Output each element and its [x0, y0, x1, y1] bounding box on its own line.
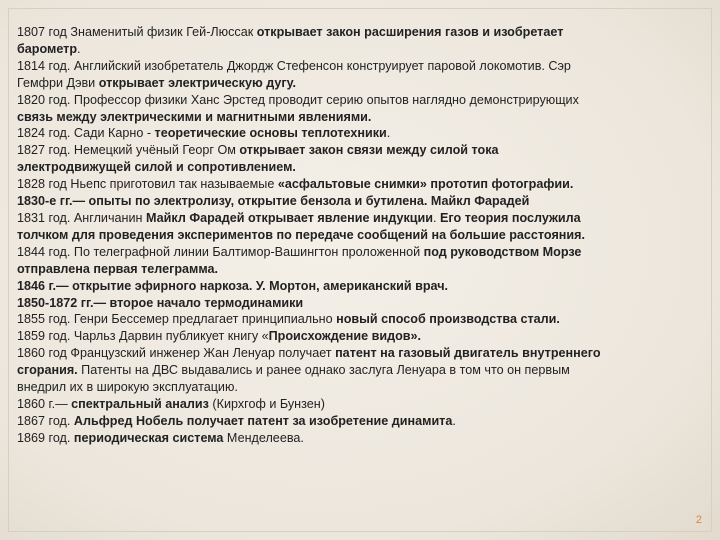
text-line: [17, 261, 707, 278]
bold-text-segment: 1846 г.— открытие эфирного наркоза. У. Мортон, американский врач.: [17, 278, 449, 293]
text-line: [17, 24, 707, 41]
text-segment: 1828 год Ньепс приготовил так называемые: [17, 177, 278, 192]
bold-text-segment: электродвижущей силой и сопротивлением.: [17, 160, 296, 175]
text-segment: .: [452, 413, 456, 428]
bold-text-segment: отправлена первая телеграмма.: [17, 261, 219, 276]
text-line: [17, 75, 707, 92]
text-line: [17, 227, 707, 244]
text-segment: 1867 год.: [17, 413, 74, 428]
page-number: 2: [695, 514, 702, 526]
text-segment: .: [77, 41, 81, 56]
bold-text-segment: периодическая система: [73, 430, 224, 445]
bold-text-segment: открывает электрическую дугу.: [98, 75, 296, 90]
text-line: [17, 109, 707, 126]
text-line: [17, 345, 707, 362]
text-line: [17, 125, 707, 142]
bold-text-segment: 1830-е гг.— опыты по электролизу, открытие бензола и бутилена. Майкл Фарадей: [17, 194, 530, 209]
bold-text-segment: открывает закон расширения газов и изобретает: [256, 25, 564, 39]
text-line: [17, 244, 707, 261]
bold-text-segment: барометр: [17, 41, 78, 56]
bold-text-segment: 1850-1872 гг.— второе начало термодинамики: [17, 295, 304, 310]
bold-text-segment: Происхождение видов».: [268, 329, 422, 344]
text-segment: 1820 год. Профессор физики Ханс Эрстед проводит серию опытов наглядно демонстрирующих: [17, 92, 579, 107]
text-segment: 1814 год. Английский изобретатель Джордж Стефенсон конструирует паровой локомотив. Сэр: [17, 58, 571, 73]
text-segment: 1860 год Французский инженер Жан Ленуар получает: [17, 346, 336, 361]
text-line: [17, 379, 707, 396]
text-line: [17, 295, 707, 312]
text-line: [17, 58, 707, 75]
text-line: [17, 142, 707, 159]
text-line: [17, 362, 707, 379]
text-line: [17, 210, 707, 227]
bold-text-segment: толчком для проведения экспериментов по передаче сообщений на большие расстояния.: [17, 227, 585, 242]
bold-text-segment: Его теория послужила: [440, 210, 581, 225]
text-line: [17, 396, 707, 413]
text-line: [17, 92, 707, 109]
bold-text-segment: «асфальтовые снимки» прототип фотографии.: [277, 177, 574, 192]
bold-text-segment: сгорания.: [17, 363, 82, 378]
bold-text-segment: патент на газовый двигатель внутреннего: [335, 346, 601, 361]
text-segment: .: [386, 126, 391, 141]
text-segment: 1807 год Знаменитый физик Гей-Люссак: [17, 25, 257, 39]
text-line: [17, 193, 707, 210]
text-line: [17, 430, 707, 447]
bold-text-segment: теоретические основы теплотехники: [154, 126, 387, 141]
text-segment: 1831 год. Англичанин: [17, 210, 146, 225]
text-segment: 1827 год. Немецкий учёный Георг Ом: [17, 143, 240, 158]
text-segment: 1860 г.—: [17, 396, 72, 411]
text-segment: Гемфри Дэви: [17, 75, 99, 90]
text-segment: Патенты на ДВС выдавались и ранее однако заслуга Ленуара в том что он первым: [81, 363, 570, 378]
text-line: [17, 41, 707, 58]
bold-text-segment: Майкл Фарадей открывает явление индукции: [145, 210, 434, 225]
text-segment: 1859 год. Чарльз Дарвин публикует книгу «: [17, 329, 269, 344]
bold-text-segment: новый способ производства стали.: [336, 312, 560, 327]
text-segment: 1855 год. Генри Бессемер предлагает принципиально: [17, 312, 337, 327]
bold-text-segment: спектральный анализ: [71, 396, 209, 411]
text-line: [17, 278, 707, 295]
text-segment: 1869 год.: [17, 430, 74, 445]
bold-text-segment: под руководством Морзе: [423, 244, 582, 259]
text-line: [17, 413, 707, 430]
text-line: [17, 159, 707, 176]
text-line: [17, 176, 707, 193]
text-segment: внедрил их в широкую эксплуатацию.: [17, 380, 238, 395]
text-segment: .: [433, 210, 441, 225]
text-line: [17, 311, 707, 328]
text-segment: (Кирхгоф и Бунзен): [208, 396, 325, 411]
text-segment: Менделеева.: [223, 430, 304, 445]
bold-text-segment: Альфред Нобель получает патент за изобретение динамита: [73, 413, 453, 428]
text-segment: 1844 год. По телеграфной линии Балтимор-Вашингтон проложенной: [17, 244, 424, 259]
bold-text-segment: связь между электрическими и магнитными явлениями.: [17, 109, 372, 124]
bold-text-segment: открывает закон связи между силой тока: [239, 143, 499, 158]
timeline-text: [17, 24, 707, 447]
text-line: [17, 328, 707, 345]
text-segment: 1824 год. Сади Карно -: [17, 126, 155, 141]
